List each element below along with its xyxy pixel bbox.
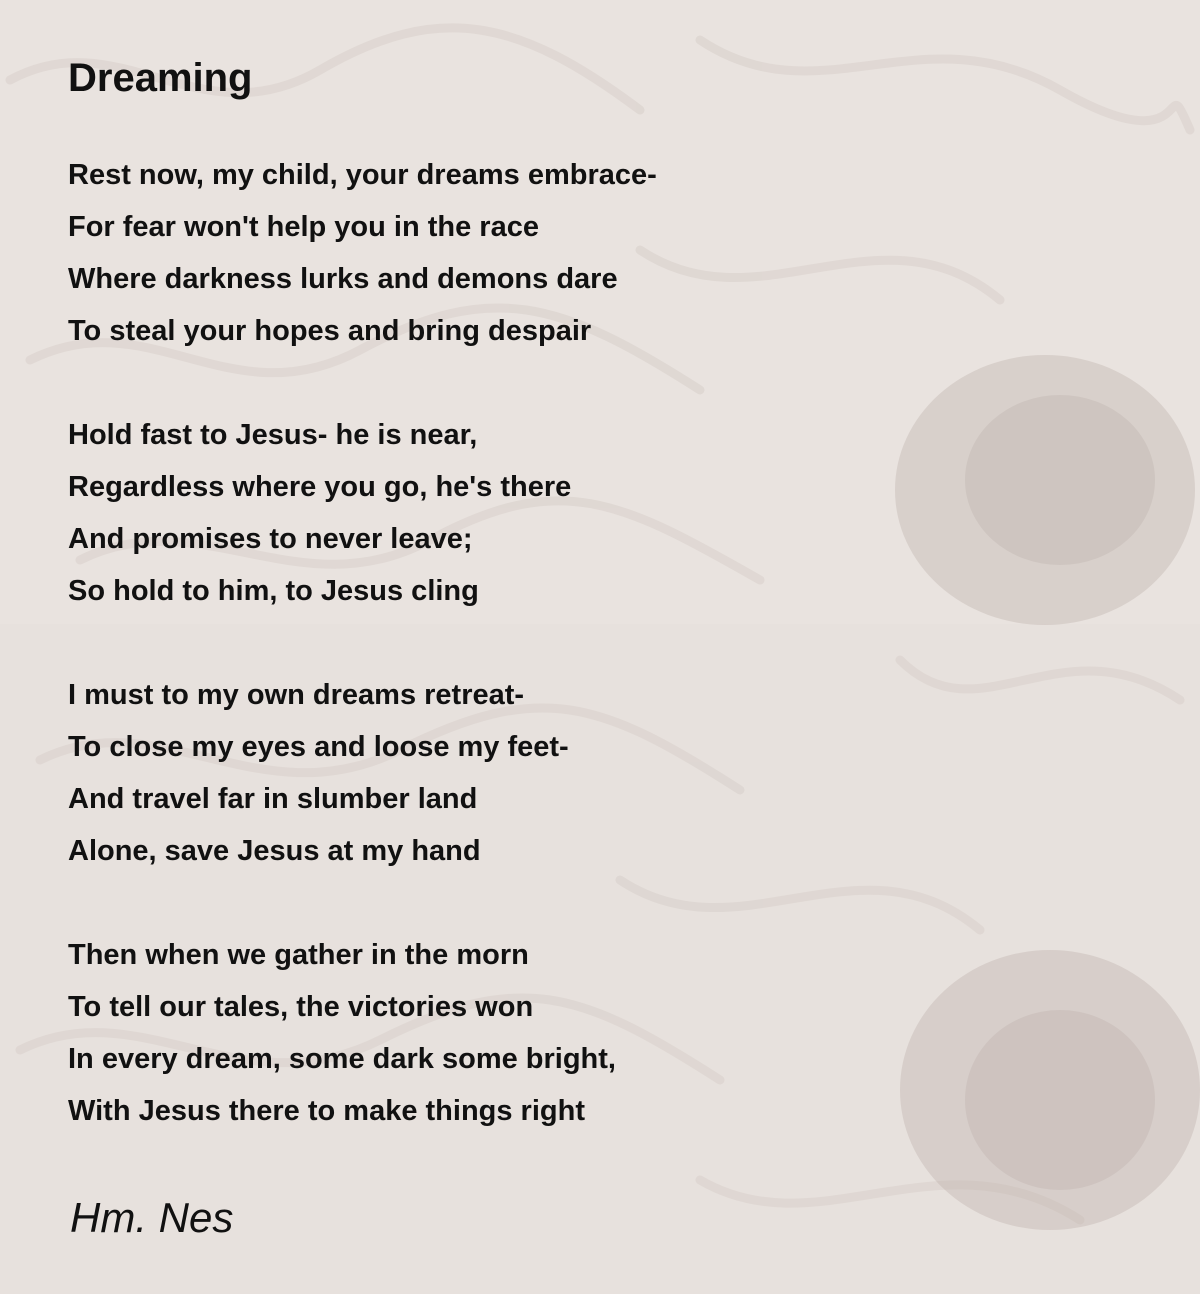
poem-line: And travel far in slumber land — [68, 783, 478, 815]
poem-title: Dreaming — [68, 56, 253, 100]
poem-line: And promises to never leave; — [68, 523, 473, 555]
poem-line: Then when we gather in the morn — [68, 939, 529, 971]
poem-line: I must to my own dreams retreat- — [68, 679, 525, 711]
poem-line: Alone, save Jesus at my hand — [68, 835, 481, 867]
poem-line: To tell our tales, the victories won — [68, 991, 534, 1023]
poem-line: So hold to him, to Jesus cling — [68, 575, 479, 607]
poem-line: In every dream, some dark some bright, — [68, 1043, 616, 1075]
poem-line: With Jesus there to make things right — [68, 1095, 585, 1127]
poem-line: To close my eyes and loose my feet- — [68, 731, 569, 763]
stanza-1 — [68, 149, 657, 357]
poem-line: Rest now, my child, your dreams embrace- — [68, 159, 657, 191]
stanza-4 — [68, 929, 616, 1137]
poem-line: For fear won't help you in the race — [68, 211, 539, 243]
poem-line: Regardless where you go, he's there — [68, 471, 572, 503]
poem-line: Where darkness lurks and demons dare — [68, 263, 618, 295]
stanza-2 — [68, 409, 571, 617]
poem-line: Hold fast to Jesus- he is near, — [68, 419, 478, 451]
stanza-3 — [68, 669, 569, 877]
poem-author: Hm. Nes — [70, 1194, 234, 1241]
poem-line: To steal your hopes and bring despair — [68, 315, 592, 347]
